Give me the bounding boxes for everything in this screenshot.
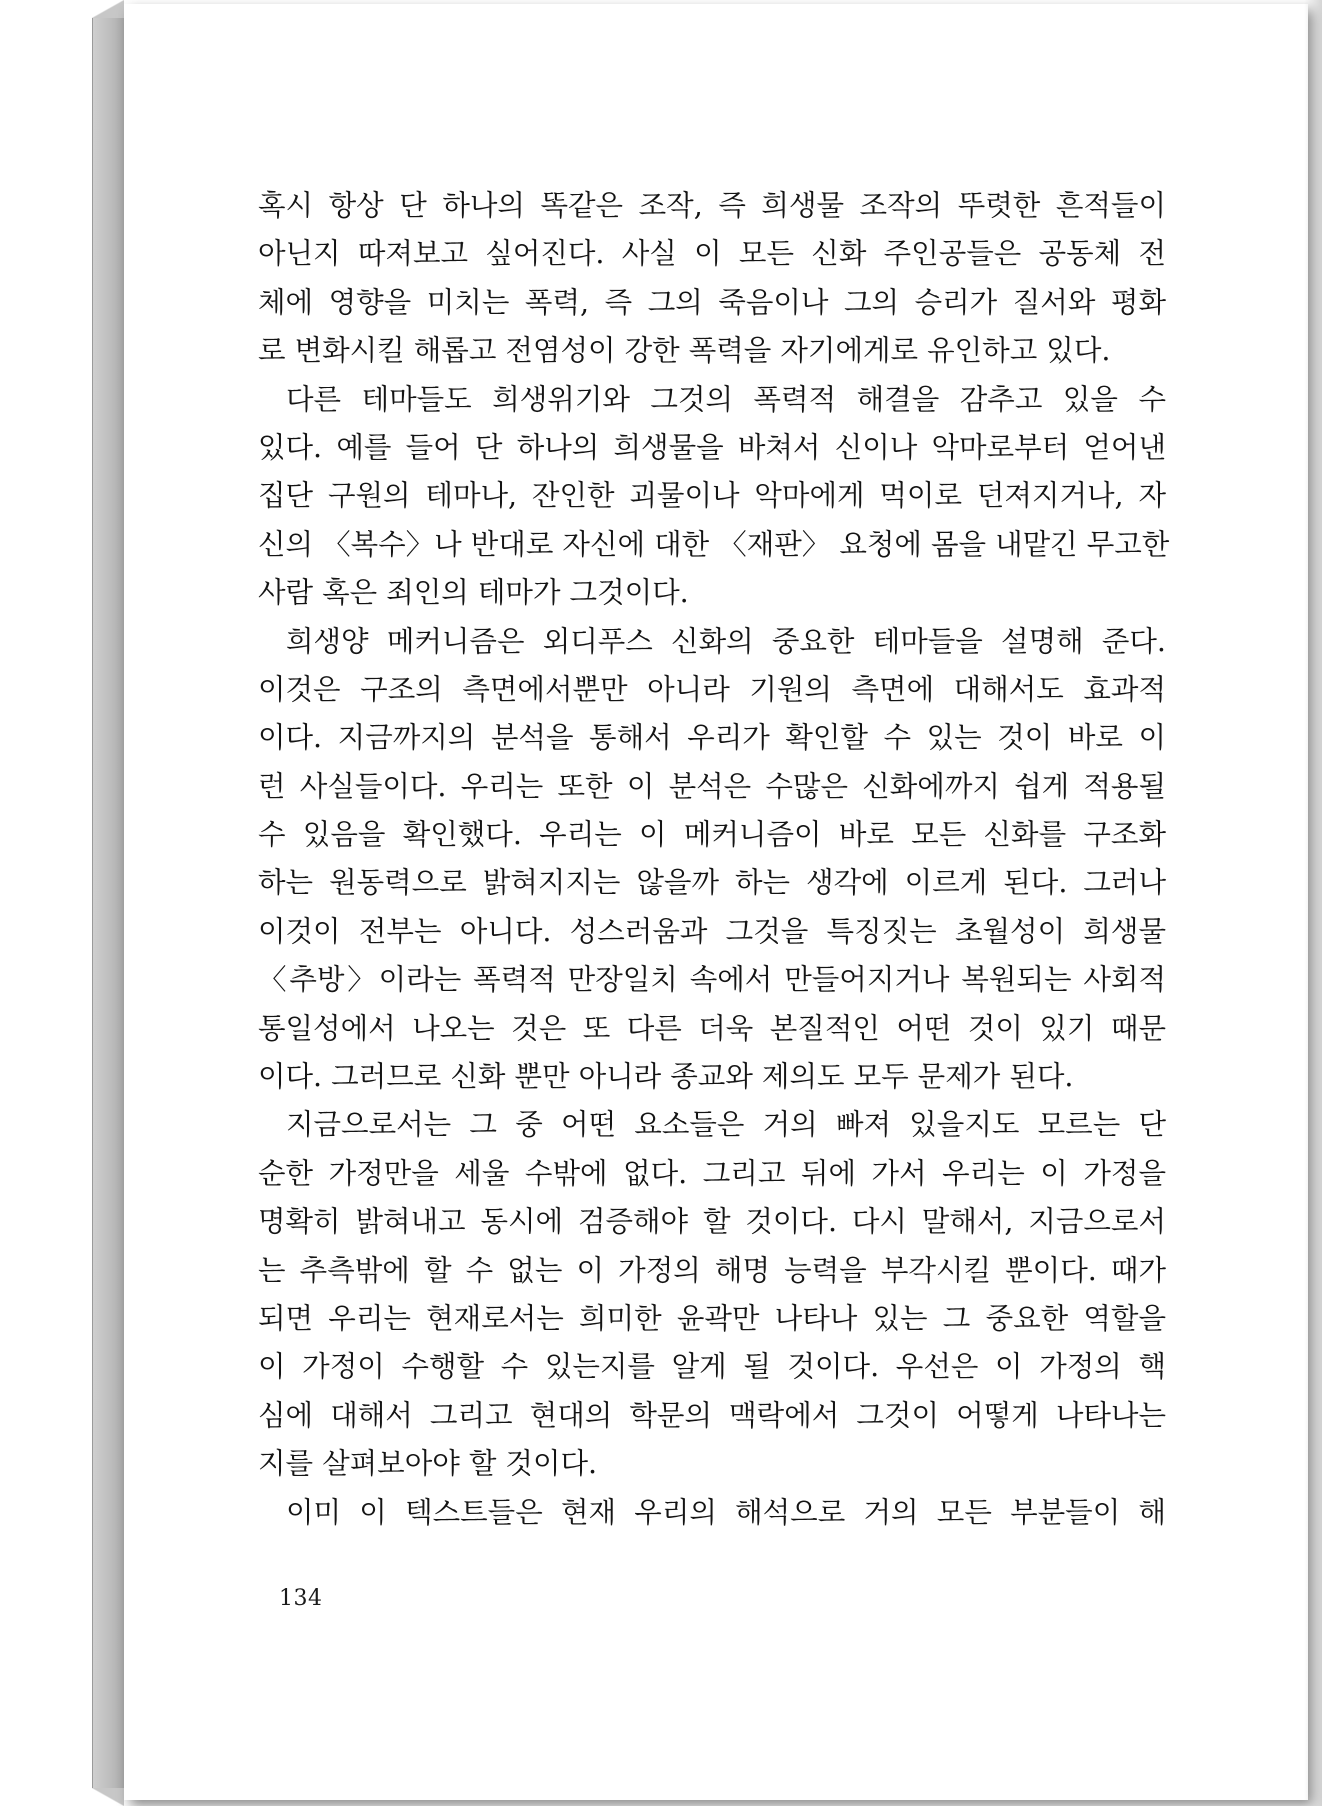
text-line: 이다. 그러므로 신화 뿐만 아니라 종교와 제의도 모두 문제가 된다. <box>258 1060 1074 1094</box>
text-line: 통일성에서 나오는 것은 또 다른 더욱 본질적인 어떤 것이 있기 때문 <box>258 1011 1166 1045</box>
text-line: 이다. 지금까지의 분석을 통해서 우리가 확인할 수 있는 것이 바로 이 <box>258 721 1166 755</box>
text-line: 런 사실들이다. 우리는 또한 이 분석은 수많은 신화에까지 쉽게 적용될 <box>258 769 1166 803</box>
text-line: 명확히 밝혀내고 동시에 검증해야 할 것이다. 다시 말해서, 지금으로서 <box>258 1205 1166 1239</box>
body-text <box>258 182 1170 1537</box>
text-line: 사람 혹은 죄인의 테마가 그것이다. <box>258 576 689 610</box>
text-line: 되면 우리는 현재로서는 희미한 윤곽만 나타나 있는 그 중요한 역할을 <box>258 1301 1166 1335</box>
text-line: 혹시 항상 단 하나의 똑같은 조작, 즉 희생물 조작의 뚜렷한 흔적들이 <box>258 189 1166 222</box>
book-page <box>124 4 1308 1800</box>
text-line: 순한 가정만을 세울 수밖에 없다. 그리고 뒤에 가서 우리는 이 가정을 <box>258 1156 1166 1190</box>
text-line: 신의 〈복수〉나 반대로 자신에 대한 〈재판〉 요청에 몸을 내맡긴 무고한 <box>258 527 1170 561</box>
text-line: 〈추방〉이라는 폭력적 만장일치 속에서 만들어지거나 복원되는 사회적 <box>258 963 1166 997</box>
text-line: 이 가정이 수행할 수 있는지를 알게 될 것이다. 우선은 이 가정의 핵 <box>258 1350 1166 1384</box>
text-line: 로 변화시킬 해롭고 전염성이 강한 폭력을 자기에게로 유인하고 있다. <box>258 334 1111 368</box>
text-line: 집단 구원의 테마나, 잔인한 괴물이나 악마에게 먹이로 던져지거나, 자 <box>258 479 1166 513</box>
text-line: 지금으로서는 그 중 어떤 요소들은 거의 빠져 있을지도 모르는 단 <box>286 1108 1166 1142</box>
page-number: 134 <box>279 1586 323 1611</box>
text-line: 지를 살펴보아야 할 것이다. <box>258 1447 598 1481</box>
book-edge-top <box>92 0 124 18</box>
book-page-edges <box>92 4 125 1800</box>
text-line: 이것은 구조의 측면에서뿐만 아니라 기원의 측면에 대해서도 효과적 <box>258 672 1166 706</box>
page-right-shadow <box>1304 0 1322 1806</box>
paragraph <box>258 618 1166 1102</box>
book-edge-bottom <box>92 1788 124 1806</box>
paragraph <box>258 376 1170 618</box>
text-line: 수 있음을 확인했다. 우리는 이 메커니즘이 바로 모든 신화를 구조화 <box>258 818 1166 852</box>
text-line: 이미 이 텍스트들은 현재 우리의 해석으로 거의 모든 부분들이 해 <box>286 1495 1166 1529</box>
text-line: 이것이 전부는 아니다. 성스러움과 그것을 특징짓는 초월성이 희생물 <box>258 914 1166 948</box>
text-line: 다른 테마들도 희생위기와 그것의 폭력적 해결을 감추고 있을 수 <box>286 382 1166 416</box>
paragraph <box>258 1101 1166 1488</box>
paragraph <box>258 182 1166 376</box>
paragraph <box>258 1489 1166 1537</box>
text-line: 있다. 예를 들어 단 하나의 희생물을 바쳐서 신이나 악마로부터 얻어낸 <box>258 430 1166 464</box>
text-line: 희생양 메커니즘은 외디푸스 신화의 중요한 테마들을 설명해 준다. <box>286 624 1166 658</box>
text-line: 는 추측밖에 할 수 없는 이 가정의 해명 능력을 부각시킬 뿐이다. 때가 <box>258 1253 1166 1287</box>
text-line: 체에 영향을 미치는 폭력, 즉 그의 죽음이나 그의 승리가 질서와 평화 <box>258 285 1166 319</box>
text-line: 심에 대해서 그리고 현대의 학문의 맥락에서 그것이 어떻게 나타나는 <box>258 1398 1166 1432</box>
text-line: 하는 원동력으로 밝혀지지는 않을까 하는 생각에 이르게 된다. 그러나 <box>258 866 1166 900</box>
text-line: 아닌지 따져보고 싶어진다. 사실 이 모든 신화 주인공들은 공동체 전 <box>258 237 1166 271</box>
